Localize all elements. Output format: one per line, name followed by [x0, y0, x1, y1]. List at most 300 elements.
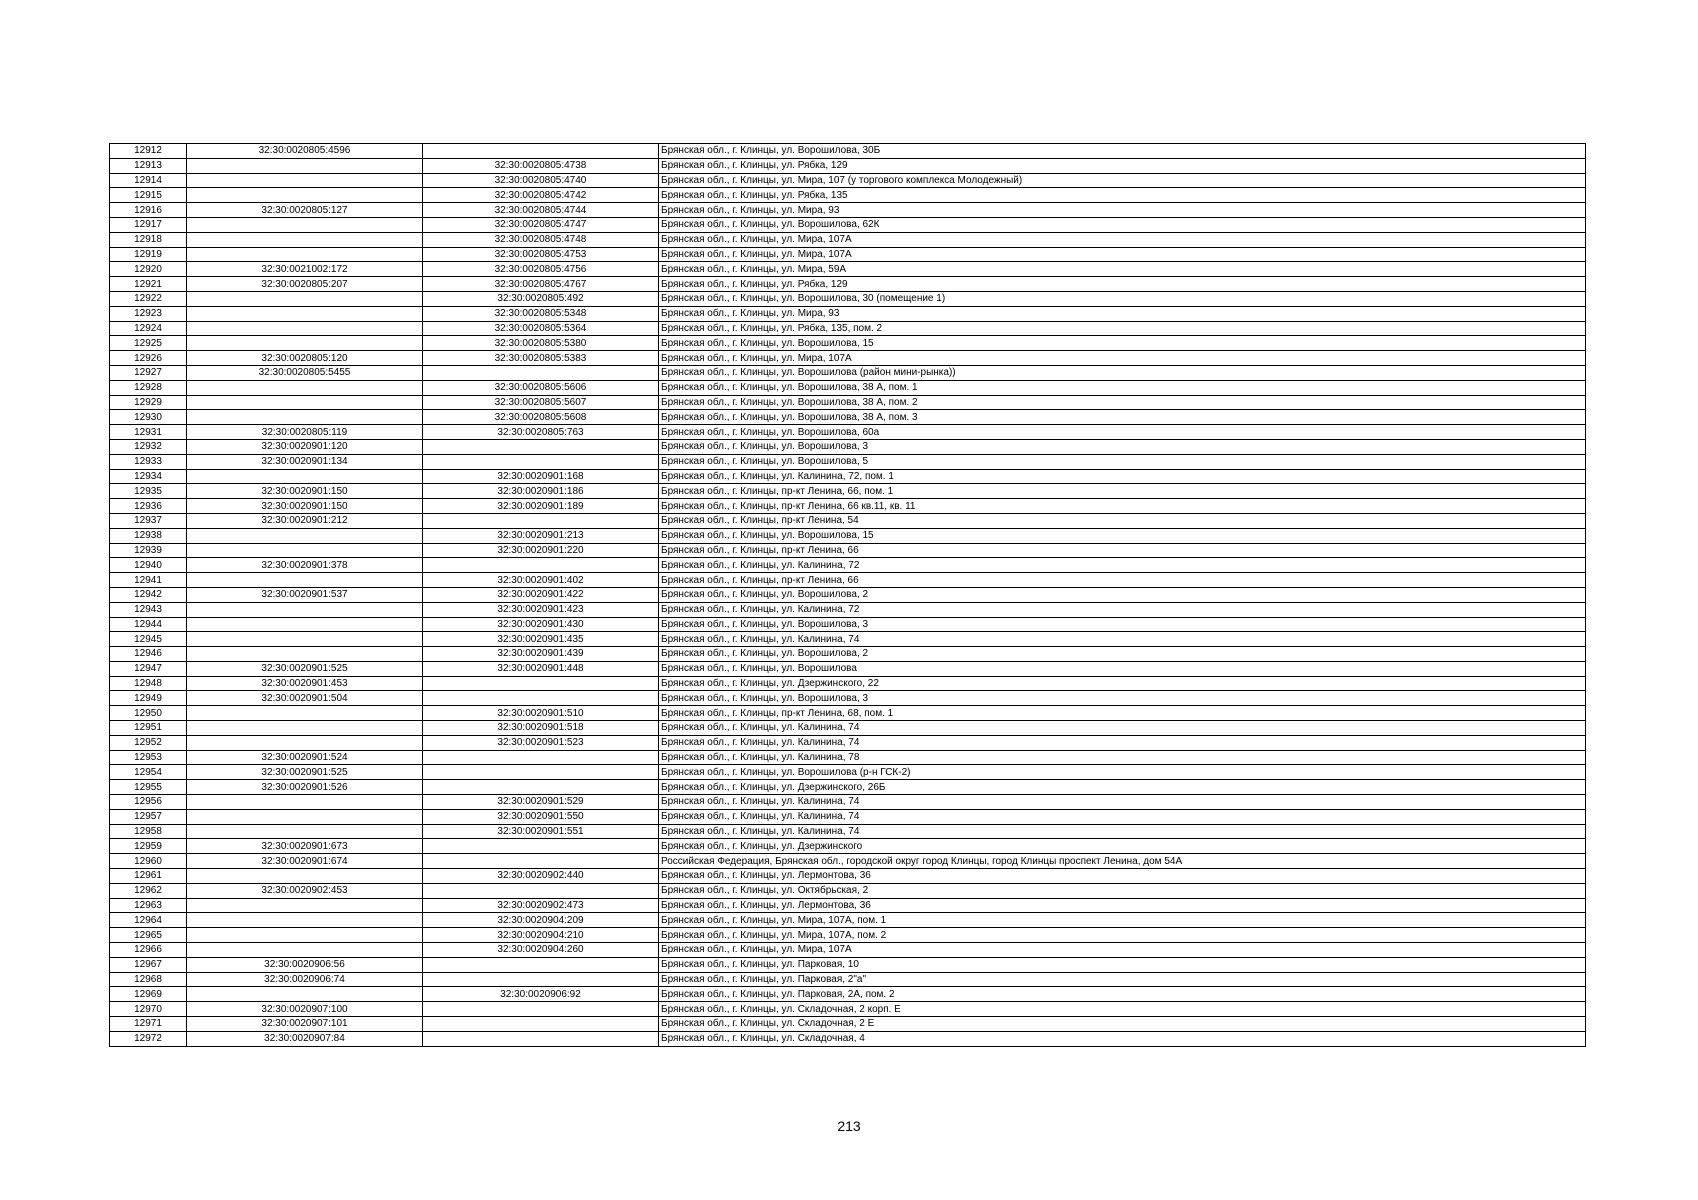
related-cadastral-number-cell [423, 558, 659, 573]
table-row [110, 602, 1586, 617]
cadastral-number-cell [187, 528, 423, 543]
cadastral-number-cell [187, 306, 423, 321]
address-cell: Брянская обл., г. Клинцы, ул. Мира, 107А [659, 351, 1586, 366]
row-number-cell: 12962 [110, 883, 187, 898]
related-cadastral-number-cell: 32:30:0020805:4742 [423, 188, 659, 203]
row-number-cell: 12970 [110, 1002, 187, 1017]
cadastral-number-cell [187, 898, 423, 913]
table-row [110, 365, 1586, 380]
cadastral-number-cell: 32:30:0020805:119 [187, 425, 423, 440]
address-cell: Брянская обл., г. Клинцы, ул. Калинина, 72 [659, 602, 1586, 617]
address-cell: Брянская обл., г. Клинцы, пр-кт Ленина, 66 кв.11, кв. 11 [659, 499, 1586, 514]
row-number-cell: 12958 [110, 824, 187, 839]
address-cell: Брянская обл., г. Клинцы, ул. Мира, 107А [659, 943, 1586, 958]
cadastral-number-cell: 32:30:0020901:150 [187, 484, 423, 499]
cadastral-number-cell: 32:30:0020901:504 [187, 691, 423, 706]
table-row [110, 1002, 1586, 1017]
row-number-cell: 12954 [110, 765, 187, 780]
table-row [110, 469, 1586, 484]
related-cadastral-number-cell: 32:30:0020901:430 [423, 617, 659, 632]
related-cadastral-number-cell [423, 365, 659, 380]
related-cadastral-number-cell: 32:30:0020805:4744 [423, 203, 659, 218]
cadastral-registry-table [109, 143, 1586, 1047]
cadastral-number-cell [187, 824, 423, 839]
related-cadastral-number-cell: 32:30:0020904:260 [423, 943, 659, 958]
cadastral-number-cell [187, 617, 423, 632]
cadastral-number-cell [187, 928, 423, 943]
table-row [110, 262, 1586, 277]
address-cell: Брянская обл., г. Клинцы, ул. Мира, 107А, пом. 1 [659, 913, 1586, 928]
row-number-cell: 12927 [110, 365, 187, 380]
table-row [110, 351, 1586, 366]
row-number-cell: 12949 [110, 691, 187, 706]
row-number-cell: 12930 [110, 410, 187, 425]
related-cadastral-number-cell: 32:30:0020805:4756 [423, 262, 659, 277]
related-cadastral-number-cell [423, 439, 659, 454]
table-row [110, 203, 1586, 218]
address-cell: Брянская обл., г. Клинцы, ул. Парковая, 2А, пом. 2 [659, 987, 1586, 1002]
related-cadastral-number-cell: 32:30:0020805:4740 [423, 173, 659, 188]
address-cell: Брянская обл., г. Клинцы, ул. Лермонтова, 36 [659, 898, 1586, 913]
related-cadastral-number-cell: 32:30:0020901:523 [423, 735, 659, 750]
cadastral-number-cell [187, 809, 423, 824]
address-cell: Брянская обл., г. Клинцы, ул. Ворошилова [659, 661, 1586, 676]
row-number-cell: 12968 [110, 972, 187, 987]
table-row [110, 1017, 1586, 1032]
table-row [110, 839, 1586, 854]
row-number-cell: 12939 [110, 543, 187, 558]
row-number-cell: 12935 [110, 484, 187, 499]
row-number-cell: 12938 [110, 528, 187, 543]
related-cadastral-number-cell: 32:30:0020901:423 [423, 602, 659, 617]
related-cadastral-number-cell: 32:30:0020805:4747 [423, 217, 659, 232]
related-cadastral-number-cell [423, 1002, 659, 1017]
table-row [110, 173, 1586, 188]
table-row [110, 691, 1586, 706]
address-cell: Брянская обл., г. Клинцы, ул. Мира, 59А [659, 262, 1586, 277]
related-cadastral-number-cell: 32:30:0020901:435 [423, 632, 659, 647]
row-number-cell: 12959 [110, 839, 187, 854]
address-cell: Брянская обл., г. Клинцы, ул. Складочная, 4 [659, 1031, 1586, 1046]
cadastral-number-cell [187, 913, 423, 928]
page-number: 213 [837, 1118, 861, 1134]
related-cadastral-number-cell [423, 513, 659, 528]
address-cell: Брянская обл., г. Клинцы, ул. Рябка, 129 [659, 158, 1586, 173]
row-number-cell: 12926 [110, 351, 187, 366]
related-cadastral-number-cell [423, 765, 659, 780]
table-row [110, 795, 1586, 810]
cadastral-number-cell: 32:30:0020805:120 [187, 351, 423, 366]
row-number-cell: 12932 [110, 439, 187, 454]
table-row [110, 499, 1586, 514]
table-body [110, 144, 1586, 1047]
address-cell: Брянская обл., г. Клинцы, ул. Мира, 93 [659, 306, 1586, 321]
address-cell: Брянская обл., г. Клинцы, ул. Мира, 107А, пом. 2 [659, 928, 1586, 943]
cadastral-number-cell [187, 410, 423, 425]
table-row [110, 158, 1586, 173]
address-cell: Брянская обл., г. Клинцы, ул. Мира, 93 [659, 203, 1586, 218]
cadastral-number-cell [187, 336, 423, 351]
related-cadastral-number-cell: 32:30:0020901:213 [423, 528, 659, 543]
row-number-cell: 12941 [110, 573, 187, 588]
cadastral-number-cell: 32:30:0020901:673 [187, 839, 423, 854]
cadastral-number-cell [187, 632, 423, 647]
cadastral-number-cell: 32:30:0020907:101 [187, 1017, 423, 1032]
related-cadastral-number-cell: 32:30:0020904:210 [423, 928, 659, 943]
address-cell: Брянская обл., г. Клинцы, ул. Калинина, 74 [659, 632, 1586, 647]
table-row [110, 706, 1586, 721]
related-cadastral-number-cell [423, 144, 659, 159]
cadastral-number-cell: 32:30:0020907:84 [187, 1031, 423, 1046]
address-cell: Брянская обл., г. Клинцы, ул. Ворошилова, 15 [659, 336, 1586, 351]
table-row [110, 943, 1586, 958]
address-cell: Брянская обл., г. Клинцы, ул. Парковая, 10 [659, 957, 1586, 972]
row-number-cell: 12971 [110, 1017, 187, 1032]
related-cadastral-number-cell [423, 676, 659, 691]
row-number-cell: 12914 [110, 173, 187, 188]
row-number-cell: 12967 [110, 957, 187, 972]
cadastral-number-cell [187, 735, 423, 750]
related-cadastral-number-cell: 32:30:0020805:5607 [423, 395, 659, 410]
related-cadastral-number-cell: 32:30:0020901:422 [423, 587, 659, 602]
address-cell: Брянская обл., г. Клинцы, ул. Дзержинского [659, 839, 1586, 854]
related-cadastral-number-cell: 32:30:0020805:5606 [423, 380, 659, 395]
address-cell: Брянская обл., г. Клинцы, ул. Складочная, 2 корп. Е [659, 1002, 1586, 1017]
related-cadastral-number-cell: 32:30:0020901:510 [423, 706, 659, 721]
address-cell: Брянская обл., г. Клинцы, ул. Мира, 107А [659, 247, 1586, 262]
cadastral-number-cell: 32:30:0020901:537 [187, 587, 423, 602]
row-number-cell: 12920 [110, 262, 187, 277]
cadastral-number-cell [187, 647, 423, 662]
row-number-cell: 12963 [110, 898, 187, 913]
table-row [110, 883, 1586, 898]
cadastral-number-cell [187, 232, 423, 247]
cadastral-number-cell [187, 543, 423, 558]
row-number-cell: 12950 [110, 706, 187, 721]
address-cell: Брянская обл., г. Клинцы, ул. Калинина, 74 [659, 735, 1586, 750]
cadastral-number-cell: 32:30:0020901:525 [187, 765, 423, 780]
row-number-cell: 12946 [110, 647, 187, 662]
cadastral-number-cell [187, 173, 423, 188]
cadastral-number-cell [187, 158, 423, 173]
table-row [110, 647, 1586, 662]
related-cadastral-number-cell: 32:30:0020901:518 [423, 721, 659, 736]
cadastral-number-cell: 32:30:0020906:56 [187, 957, 423, 972]
cadastral-number-cell [187, 943, 423, 958]
cadastral-number-cell [187, 217, 423, 232]
related-cadastral-number-cell: 32:30:0020901:186 [423, 484, 659, 499]
row-number-cell: 12947 [110, 661, 187, 676]
row-number-cell: 12951 [110, 721, 187, 736]
cadastral-number-cell [187, 291, 423, 306]
row-number-cell: 12916 [110, 203, 187, 218]
table-row [110, 1031, 1586, 1046]
cadastral-number-cell: 32:30:0020901:525 [187, 661, 423, 676]
row-number-cell: 12924 [110, 321, 187, 336]
table-row [110, 735, 1586, 750]
cadastral-number-cell: 32:30:0020805:207 [187, 277, 423, 292]
cadastral-number-cell [187, 469, 423, 484]
table-row [110, 750, 1586, 765]
cadastral-number-cell [187, 987, 423, 1002]
table-row [110, 587, 1586, 602]
address-cell: Брянская обл., г. Клинцы, ул. Калинина, 72, пом. 1 [659, 469, 1586, 484]
row-number-cell: 12931 [110, 425, 187, 440]
table-row [110, 247, 1586, 262]
row-number-cell: 12952 [110, 735, 187, 750]
row-number-cell: 12933 [110, 454, 187, 469]
related-cadastral-number-cell: 32:30:0020901:189 [423, 499, 659, 514]
table-row [110, 513, 1586, 528]
row-number-cell: 12955 [110, 780, 187, 795]
table-row [110, 957, 1586, 972]
address-cell: Брянская обл., г. Клинцы, ул. Ворошилова, 30 (помещение 1) [659, 291, 1586, 306]
row-number-cell: 12957 [110, 809, 187, 824]
related-cadastral-number-cell [423, 1031, 659, 1046]
cadastral-number-cell [187, 721, 423, 736]
table-row [110, 484, 1586, 499]
table-row [110, 972, 1586, 987]
table-row [110, 306, 1586, 321]
table-row [110, 439, 1586, 454]
address-cell: Брянская обл., г. Клинцы, пр-кт Ленина, 66, пом. 1 [659, 484, 1586, 499]
row-number-cell: 12937 [110, 513, 187, 528]
row-number-cell: 12965 [110, 928, 187, 943]
table-row [110, 454, 1586, 469]
address-cell: Брянская обл., г. Клинцы, ул. Ворошилова, 2 [659, 587, 1586, 602]
row-number-cell: 12917 [110, 217, 187, 232]
related-cadastral-number-cell: 32:30:0020901:550 [423, 809, 659, 824]
table-row [110, 425, 1586, 440]
table-row [110, 410, 1586, 425]
row-number-cell: 12923 [110, 306, 187, 321]
address-cell: Брянская обл., г. Клинцы, ул. Ворошилова, 38 А, пом. 2 [659, 395, 1586, 410]
table-row [110, 188, 1586, 203]
related-cadastral-number-cell: 32:30:0020805:5383 [423, 351, 659, 366]
related-cadastral-number-cell: 32:30:0020901:448 [423, 661, 659, 676]
cadastral-number-cell: 32:30:0021002:172 [187, 262, 423, 277]
cadastral-number-cell: 32:30:0020805:4596 [187, 144, 423, 159]
related-cadastral-number-cell [423, 957, 659, 972]
address-cell: Брянская обл., г. Клинцы, ул. Калинина, 74 [659, 721, 1586, 736]
related-cadastral-number-cell [423, 691, 659, 706]
table-row [110, 617, 1586, 632]
cadastral-number-cell: 32:30:0020901:150 [187, 499, 423, 514]
related-cadastral-number-cell: 32:30:0020805:5348 [423, 306, 659, 321]
cadastral-number-cell: 32:30:0020805:5455 [187, 365, 423, 380]
address-cell: Брянская обл., г. Клинцы, ул. Ворошилова, 15 [659, 528, 1586, 543]
cadastral-number-cell: 32:30:0020901:524 [187, 750, 423, 765]
row-number-cell: 12944 [110, 617, 187, 632]
related-cadastral-number-cell [423, 454, 659, 469]
related-cadastral-number-cell: 32:30:0020901:220 [423, 543, 659, 558]
row-number-cell: 12921 [110, 277, 187, 292]
address-cell: Брянская обл., г. Клинцы, пр-кт Ленина, 66 [659, 543, 1586, 558]
address-cell: Брянская обл., г. Клинцы, пр-кт Ленина, 68, пом. 1 [659, 706, 1586, 721]
row-number-cell: 12943 [110, 602, 187, 617]
row-number-cell: 12925 [110, 336, 187, 351]
cadastral-number-cell: 32:30:0020901:120 [187, 439, 423, 454]
row-number-cell: 12929 [110, 395, 187, 410]
row-number-cell: 12945 [110, 632, 187, 647]
table-row [110, 765, 1586, 780]
cadastral-number-cell [187, 395, 423, 410]
row-number-cell: 12915 [110, 188, 187, 203]
table-row [110, 144, 1586, 159]
cadastral-number-cell [187, 795, 423, 810]
related-cadastral-number-cell: 32:30:0020805:763 [423, 425, 659, 440]
related-cadastral-number-cell: 32:30:0020805:5364 [423, 321, 659, 336]
row-number-cell: 12912 [110, 144, 187, 159]
address-cell: Брянская обл., г. Клинцы, ул. Мира, 107А [659, 232, 1586, 247]
related-cadastral-number-cell: 32:30:0020906:92 [423, 987, 659, 1002]
address-cell: Брянская обл., г. Клинцы, ул. Дзержинского, 26Б [659, 780, 1586, 795]
address-cell: Брянская обл., г. Клинцы, ул. Рябка, 135, пом. 2 [659, 321, 1586, 336]
address-cell: Брянская обл., г. Клинцы, ул. Калинина, 74 [659, 824, 1586, 839]
cadastral-number-cell: 32:30:0020907:100 [187, 1002, 423, 1017]
row-number-cell: 12922 [110, 291, 187, 306]
row-number-cell: 12919 [110, 247, 187, 262]
address-cell: Брянская обл., г. Клинцы, ул. Ворошилова (район мини-рынка)) [659, 365, 1586, 380]
address-cell: Брянская обл., г. Клинцы, ул. Ворошилова, 38 А, пом. 3 [659, 410, 1586, 425]
row-number-cell: 12934 [110, 469, 187, 484]
row-number-cell: 12953 [110, 750, 187, 765]
address-cell: Брянская обл., г. Клинцы, ул. Октябрьская, 2 [659, 883, 1586, 898]
table-row [110, 898, 1586, 913]
related-cadastral-number-cell: 32:30:0020805:4748 [423, 232, 659, 247]
cadastral-number-cell: 32:30:0020902:453 [187, 883, 423, 898]
table-row [110, 232, 1586, 247]
cadastral-number-cell [187, 380, 423, 395]
table-row [110, 869, 1586, 884]
related-cadastral-number-cell: 32:30:0020805:4767 [423, 277, 659, 292]
address-cell: Брянская обл., г. Клинцы, ул. Мира, 107 (у торгового комплекса Молодежный) [659, 173, 1586, 188]
table-row [110, 661, 1586, 676]
related-cadastral-number-cell [423, 883, 659, 898]
address-cell: Брянская обл., г. Клинцы, ул. Ворошилова, 62К [659, 217, 1586, 232]
related-cadastral-number-cell [423, 972, 659, 987]
cadastral-number-cell [187, 602, 423, 617]
table-row [110, 543, 1586, 558]
row-number-cell: 12964 [110, 913, 187, 928]
cadastral-number-cell: 32:30:0020906:74 [187, 972, 423, 987]
address-cell: Брянская обл., г. Клинцы, ул. Ворошилова, 38 А, пом. 1 [659, 380, 1586, 395]
row-number-cell: 12972 [110, 1031, 187, 1046]
address-cell: Брянская обл., г. Клинцы, ул. Рябка, 135 [659, 188, 1586, 203]
row-number-cell: 12918 [110, 232, 187, 247]
address-cell: Брянская обл., г. Клинцы, ул. Ворошилова, 3 [659, 439, 1586, 454]
table-row [110, 824, 1586, 839]
address-cell: Брянская обл., г. Клинцы, ул. Калинина, 78 [659, 750, 1586, 765]
related-cadastral-number-cell: 32:30:0020805:5380 [423, 336, 659, 351]
row-number-cell: 12913 [110, 158, 187, 173]
related-cadastral-number-cell: 32:30:0020901:529 [423, 795, 659, 810]
cadastral-number-cell: 32:30:0020901:212 [187, 513, 423, 528]
related-cadastral-number-cell: 32:30:0020902:440 [423, 869, 659, 884]
address-cell: Брянская обл., г. Клинцы, ул. Калинина, 74 [659, 795, 1586, 810]
address-cell: Брянская обл., г. Клинцы, ул. Ворошилова, 3 [659, 617, 1586, 632]
related-cadastral-number-cell: 32:30:0020901:402 [423, 573, 659, 588]
cadastral-number-cell: 32:30:0020901:674 [187, 854, 423, 869]
address-cell: Брянская обл., г. Клинцы, ул. Парковая, 2"а" [659, 972, 1586, 987]
cadastral-number-cell [187, 706, 423, 721]
cadastral-number-cell: 32:30:0020901:134 [187, 454, 423, 469]
address-cell: Брянская обл., г. Клинцы, ул. Ворошилова, 5 [659, 454, 1586, 469]
address-cell: Брянская обл., г. Клинцы, ул. Ворошилова, 60а [659, 425, 1586, 440]
address-cell: Брянская обл., г. Клинцы, ул. Рябка, 129 [659, 277, 1586, 292]
address-cell: Брянская обл., г. Клинцы, пр-кт Ленина, 54 [659, 513, 1586, 528]
row-number-cell: 12948 [110, 676, 187, 691]
table-row [110, 913, 1586, 928]
table-row [110, 291, 1586, 306]
address-cell: Брянская обл., г. Клинцы, ул. Складочная, 2 Е [659, 1017, 1586, 1032]
table-row [110, 676, 1586, 691]
address-cell: Брянская обл., г. Клинцы, ул. Ворошилова (р-н ГСК-2) [659, 765, 1586, 780]
address-cell: Брянская обл., г. Клинцы, ул. Калинина, 74 [659, 809, 1586, 824]
table-row [110, 528, 1586, 543]
address-cell: Брянская обл., г. Клинцы, пр-кт Ленина, 66 [659, 573, 1586, 588]
address-cell: Брянская обл., г. Клинцы, ул. Ворошилова, 2 [659, 647, 1586, 662]
table-row [110, 780, 1586, 795]
table-row [110, 336, 1586, 351]
row-number-cell: 12969 [110, 987, 187, 1002]
row-number-cell: 12966 [110, 943, 187, 958]
table-row [110, 573, 1586, 588]
cadastral-number-cell: 32:30:0020901:453 [187, 676, 423, 691]
address-cell: Брянская обл., г. Клинцы, ул. Дзержинского, 22 [659, 676, 1586, 691]
related-cadastral-number-cell: 32:30:0020901:439 [423, 647, 659, 662]
row-number-cell: 12936 [110, 499, 187, 514]
cadastral-number-cell: 32:30:0020901:526 [187, 780, 423, 795]
related-cadastral-number-cell: 32:30:0020805:4738 [423, 158, 659, 173]
table-row [110, 721, 1586, 736]
related-cadastral-number-cell: 32:30:0020901:168 [423, 469, 659, 484]
related-cadastral-number-cell: 32:30:0020805:4753 [423, 247, 659, 262]
related-cadastral-number-cell: 32:30:0020901:551 [423, 824, 659, 839]
cadastral-number-cell: 32:30:0020805:127 [187, 203, 423, 218]
related-cadastral-number-cell [423, 839, 659, 854]
related-cadastral-number-cell: 32:30:0020902:473 [423, 898, 659, 913]
related-cadastral-number-cell [423, 780, 659, 795]
cadastral-number-cell [187, 321, 423, 336]
table-row [110, 987, 1586, 1002]
cadastral-number-cell [187, 573, 423, 588]
related-cadastral-number-cell: 32:30:0020805:5608 [423, 410, 659, 425]
row-number-cell: 12940 [110, 558, 187, 573]
row-number-cell: 12961 [110, 869, 187, 884]
cadastral-number-cell [187, 247, 423, 262]
table-row [110, 380, 1586, 395]
table-row [110, 217, 1586, 232]
table-row [110, 558, 1586, 573]
related-cadastral-number-cell [423, 750, 659, 765]
related-cadastral-number-cell: 32:30:0020904:209 [423, 913, 659, 928]
related-cadastral-number-cell: 32:30:0020805:492 [423, 291, 659, 306]
address-cell: Брянская обл., г. Клинцы, ул. Лермонтова, 36 [659, 869, 1586, 884]
address-cell: Российская Федерация, Брянская обл., городской округ город Клинцы, город Клинцы проспект Ленина, дом 54А [659, 854, 1586, 869]
row-number-cell: 12928 [110, 380, 187, 395]
table-row [110, 809, 1586, 824]
table-row [110, 321, 1586, 336]
related-cadastral-number-cell [423, 854, 659, 869]
row-number-cell: 12956 [110, 795, 187, 810]
address-cell: Брянская обл., г. Клинцы, ул. Калинина, 72 [659, 558, 1586, 573]
related-cadastral-number-cell [423, 1017, 659, 1032]
address-cell: Брянская обл., г. Клинцы, ул. Ворошилова, 30Б [659, 144, 1586, 159]
cadastral-number-cell [187, 869, 423, 884]
table-row [110, 632, 1586, 647]
cadastral-number-cell: 32:30:0020901:378 [187, 558, 423, 573]
